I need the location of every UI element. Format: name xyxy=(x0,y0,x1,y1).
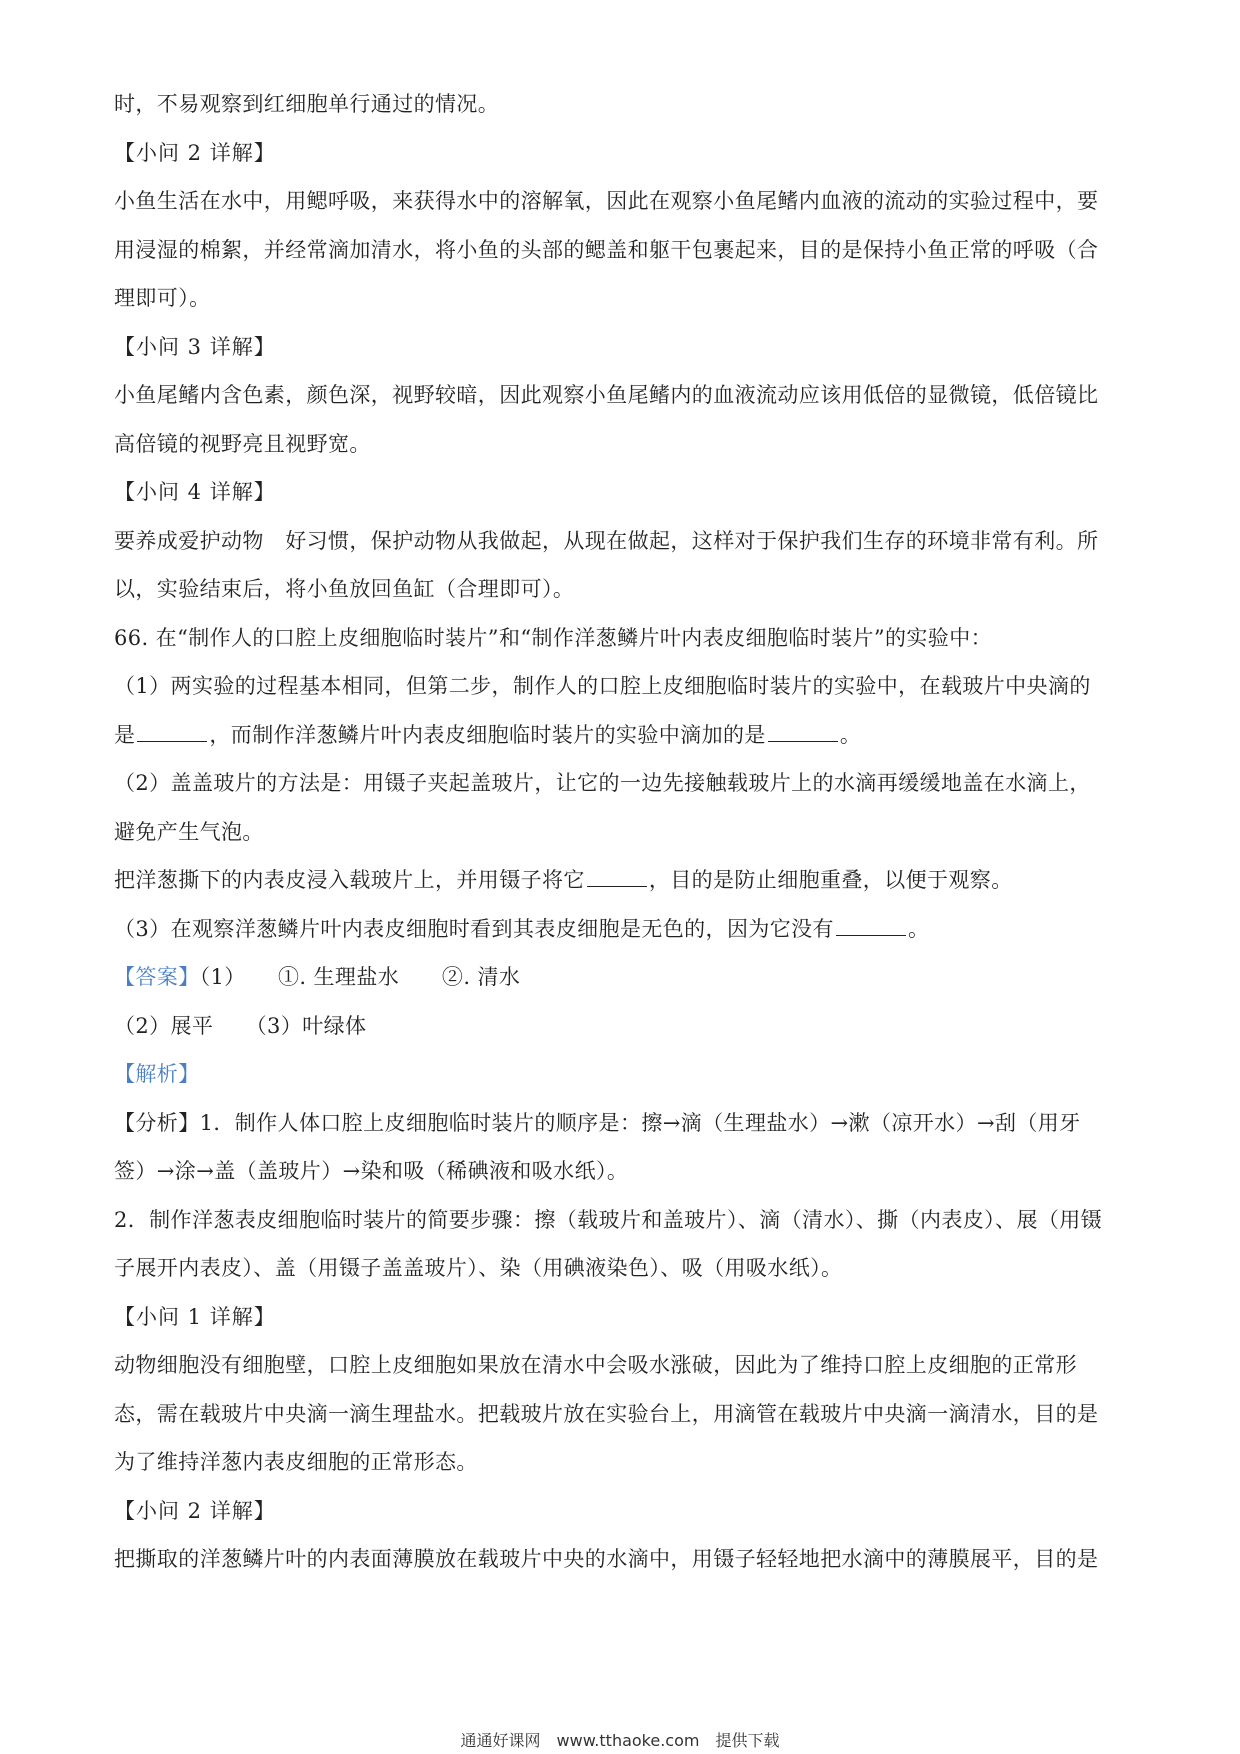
sub-question-heading: 【小问 2 详解】 xyxy=(114,1498,276,1523)
paragraph-line: 2．制作洋葱表皮细胞临时装片的简要步骤：擦（载玻片和盖玻片）、滴（清水）、撕（内表皮）、展（用镊 xyxy=(114,1207,1103,1232)
question-text: 。 xyxy=(907,916,930,941)
paragraph-line: 避免产生气泡。 xyxy=(114,819,264,844)
question-text: （3）在观察洋葱鳞片叶内表皮细胞时看到其表皮细胞是无色的，因为它没有 xyxy=(114,916,834,941)
page-footer: 通通好课网 www.tthaoke.com 提供下载 xyxy=(460,1731,780,1750)
question-text: 把洋葱撕下的内表皮浸入载玻片上，并用镊子将它 xyxy=(114,868,585,892)
paragraph-line: 理即可）。 xyxy=(114,286,211,310)
paragraph-line: 把撕取的洋葱鳞片叶的内表面薄膜放在载玻片中央的水滴中，用镊子轻轻地把水滴中的薄膜展平，目的是 xyxy=(114,1547,1099,1571)
paragraph-line: 为了维持洋葱内表皮细胞的正常形态。 xyxy=(114,1450,478,1474)
question-title: 66. 在“制作人的口腔上皮细胞临时装片”和“制作洋葱鳞片叶内表皮细胞临时装片”的实验中： xyxy=(114,625,993,650)
answer-blank xyxy=(137,721,207,742)
paragraph-line: 动物细胞没有细胞壁，口腔上皮细胞如果放在清水中会吸水涨破，因此为了维持口腔上皮细胞的正常形 xyxy=(114,1353,1077,1377)
answer-line xyxy=(114,953,1126,1002)
sub-question-heading: 【小问 2 详解】 xyxy=(114,140,276,165)
document-body xyxy=(114,80,1126,1584)
answer-blank xyxy=(768,721,838,742)
answer-text: （1） ①. 生理盐水 ②. 清水 xyxy=(199,965,521,989)
question-part: （1）两实验的过程基本相同，但第二步，制作人的口腔上皮细胞临时装片的实验中，在载玻片中央滴的 xyxy=(114,674,1091,698)
answer-blank xyxy=(836,915,906,936)
answer-text: （2）展平 （3）叶绿体 xyxy=(114,1013,367,1038)
sub-question-heading: 【小问 3 详解】 xyxy=(114,334,276,359)
sub-question-heading: 【小问 4 详解】 xyxy=(114,480,276,504)
paragraph-line: 签）→涂→盖（盖玻片）→染和吸（稀碘液和吸水纸）。 xyxy=(114,1159,629,1183)
paragraph-line: 时，不易观察到红细胞单行通过的情况。 xyxy=(114,92,500,116)
question-part: （2）盖盖玻片的方法是：用镊子夹起盖玻片，让它的一边先接触载玻片上的水滴再缓缓地盖在水滴上， xyxy=(114,771,1091,795)
question-part-line xyxy=(114,905,1126,954)
analysis-label: 【解析】 xyxy=(114,1062,200,1086)
paragraph-line: 【分析】1．制作人体口腔上皮细胞临时装片的顺序是：擦→滴（生理盐水）→漱（凉开水）→刮（用牙 xyxy=(114,1110,1081,1135)
question-text: ，而制作洋葱鳞片叶内表皮细胞临时装片的实验中滴加的是 xyxy=(209,722,766,747)
question-text: ，目的是防止细胞重叠，以便于观察。 xyxy=(648,868,1013,892)
paragraph-line: 高倍镜的视野亮且视野宽。 xyxy=(114,431,371,456)
paragraph-line: 以，实验结束后，将小鱼放回鱼缸（合理即可）。 xyxy=(114,577,575,601)
question-text: 是 xyxy=(114,722,136,747)
question-part-line xyxy=(114,711,1126,760)
question-part-line xyxy=(114,856,1126,905)
paragraph-line: 用浸湿的棉絮，并经常滴加清水，将小鱼的头部的鳃盖和躯干包裹起来，目的是保持小鱼正常的呼吸（合 xyxy=(114,237,1099,262)
paragraph-line: 子展开内表皮）、盖（用镊子盖盖玻片）、染（用碘液染色）、吸（用吸水纸）。 xyxy=(114,1256,843,1280)
answer-label: 【答案】 xyxy=(114,965,200,989)
question-text: 。 xyxy=(839,722,862,747)
sub-question-heading: 【小问 1 详解】 xyxy=(114,1304,276,1329)
paragraph-line: 小鱼生活在水中，用鳃呼吸，来获得水中的溶解氧，因此在观察小鱼尾鳍内血液的流动的实验过程中，要 xyxy=(114,189,1099,213)
answer-blank xyxy=(587,866,647,887)
paragraph-line: 态，需在载玻片中央滴一滴生理盐水。把载玻片放在实验台上，用滴管在载玻片中央滴一滴清水，目的是 xyxy=(114,1401,1099,1426)
paragraph-line: 要养成爱护动物 好习惯，保护动物从我做起，从现在做起，这样对于保护我们生存的环境非常有利。所 xyxy=(114,528,1099,553)
paragraph-line: 小鱼尾鳍内含色素，颜色深，视野较暗，因此观察小鱼尾鳍内的血液流动应该用低倍的显微镜，低倍镜比 xyxy=(114,383,1099,407)
